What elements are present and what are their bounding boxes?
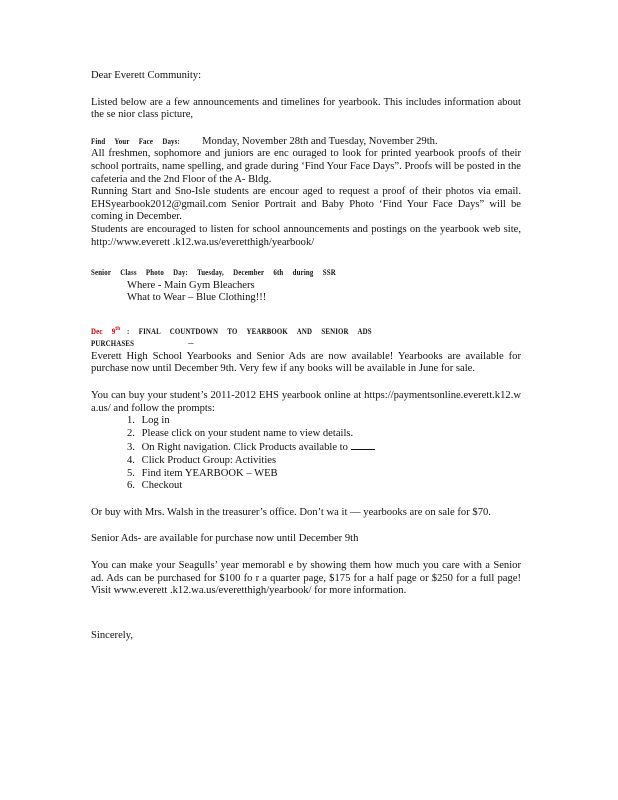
list-item: 4. Click Product Group: Activities bbox=[127, 455, 277, 467]
countdown-date: Dec 9th bbox=[91, 325, 121, 336]
buy-online-steps bbox=[91, 415, 521, 493]
find-face-body-1: All freshmen, sophomore and juniors are enc ouraged to look for printed yearbook proofs of their school portraits, name spelling, and grade during ‘Find Your Face Days”. Proofs will be posted in the cafeteria and the 2nd Floor of the A- Bldg. bbox=[91, 148, 521, 185]
countdown-date-suffix: th bbox=[115, 325, 121, 332]
walsh-paragraph: Or buy with Mrs. Walsh in the treasurer’s office. Don’t wa it — yearbooks are on sale for $70. bbox=[91, 506, 491, 518]
list-item: 2. Please click on your student name to view details. bbox=[127, 427, 354, 439]
closing: Sincerely, bbox=[91, 629, 133, 641]
senior-photo-heading: Senior Class Photo Day: Tuesday, December 6th during SSR bbox=[91, 268, 336, 278]
letter-page bbox=[91, 70, 521, 642]
list-item: 3. On Right navigation. Click Products available to bbox=[127, 440, 521, 455]
buy-online-intro: You can buy your student’s 2011-2012 EHS yearbook online at https://paymentsonline.everett.k12.w a.us/ and follow the prompts: bbox=[91, 390, 521, 414]
greeting: Dear Everett Community: bbox=[91, 70, 202, 81]
find-face-dates-line bbox=[91, 136, 521, 149]
find-face-body-2: Running Start and Sno-Isle students are encour aged to request a proof of their photos via email. EHSyearbook2012@gmail.com Senior Portrait and Baby Photo ‘Find Your Face Days” will be coming in December. bbox=[91, 186, 521, 223]
countdown-body: Everett High School Yearbooks and Senior Ads are now available! Yearbooks are available for purchase now until December 9th. Very few if any books will be available in June for sale. bbox=[91, 350, 521, 375]
countdown-heading-line bbox=[91, 323, 521, 338]
intro-paragraph: Listed below are a few announcements and timelines for yearbook. This includes information about the se nior class picture, bbox=[91, 96, 521, 121]
countdown-heading-line-2 bbox=[91, 338, 521, 351]
memorable-paragraph: You can make your Seagulls’ year memorabl e by showing them how much you care with a Senior ad. Ads can be purchased for $100 fo r a quarter page, $175 for a half page or $250 for a full page! Visit www.everett .k12.wa.us/everetthigh/yearbook/ for more information. bbox=[91, 560, 521, 597]
blank-line bbox=[351, 440, 375, 450]
countdown-heading-2: PURCHASES bbox=[91, 339, 135, 349]
senior-photo-heading-line bbox=[91, 267, 521, 280]
find-face-dates: Monday, November 28th and Tuesday, November 29th. bbox=[202, 135, 438, 147]
find-face-body-3: Students are encouraged to listen for school announcements and postings on the yearbook web site, http://www.everett .k12.wa.us/everetthigh/yearbook/ bbox=[91, 223, 521, 248]
countdown-heading: : FINAL COUNTDOWN TO YEARBOOK AND SENIOR ADS bbox=[126, 326, 372, 336]
find-face-heading: Find Your Face Days: bbox=[91, 136, 180, 146]
list-item: 1. Log in bbox=[127, 415, 170, 427]
senior-ads-line: Senior Ads- are available for purchase now until December 9th bbox=[91, 533, 359, 545]
senior-photo-what: What to Wear – Blue Clothing!!! bbox=[127, 292, 267, 304]
list-item: 5. Find item YEARBOOK – WEB bbox=[127, 467, 278, 479]
countdown-dash: – bbox=[188, 338, 194, 350]
senior-photo-where: Where - Main Gym Bleachers bbox=[127, 279, 255, 291]
list-item: 6. Checkout bbox=[127, 480, 183, 492]
